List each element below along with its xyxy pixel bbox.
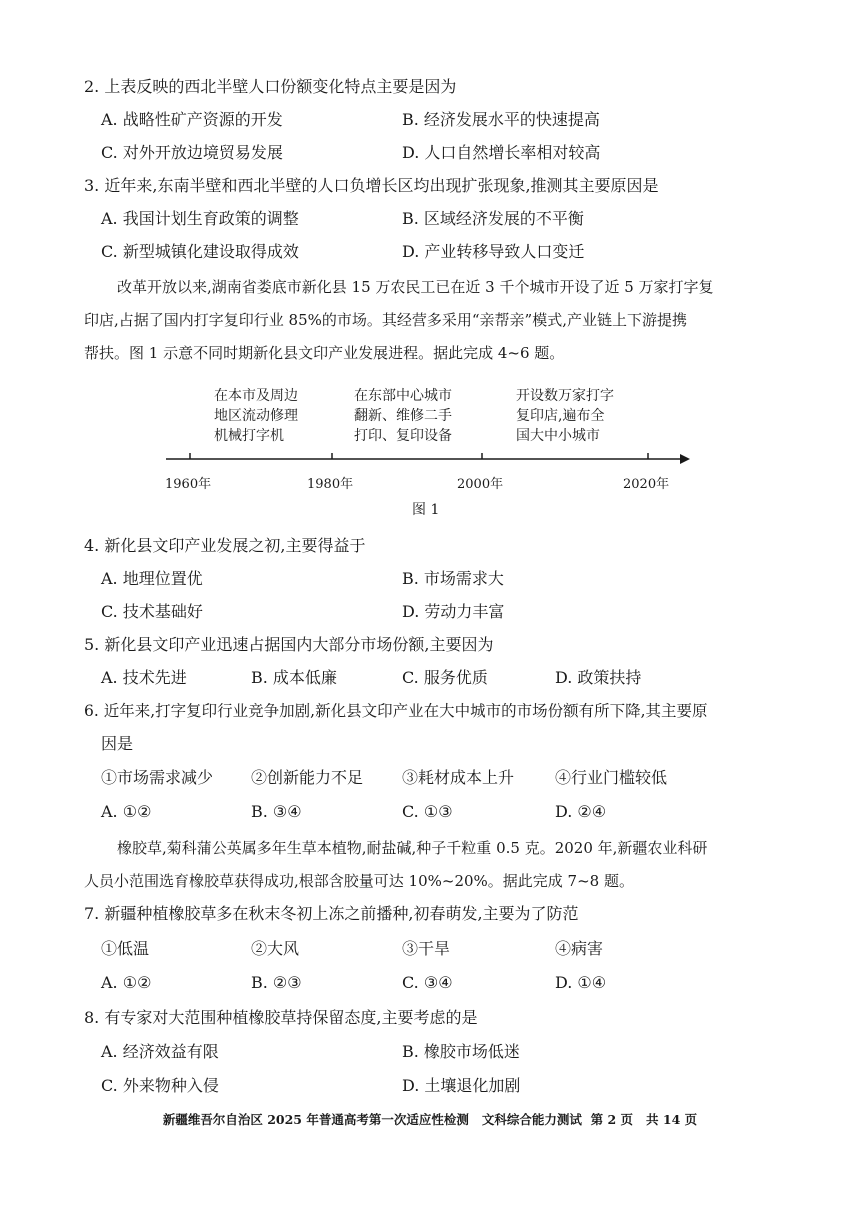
q7-item-4: ④病害 [555, 939, 604, 958]
q3-option-a[interactable]: A. 我国计划生育政策的调整 [101, 209, 299, 228]
passage1-line1: 改革开放以来,湖南省娄底市新化县 15 万农民工已在近 3 千个城市开设了近 5 万家打字复 [117, 278, 714, 296]
q7-option-a[interactable]: A. ①② [101, 973, 152, 992]
q7-item-1: ①低温 [101, 939, 150, 958]
q8-option-b[interactable]: B. 橡胶市场低迷 [402, 1042, 520, 1061]
timeline-event-2-line2: 翻新、维修二手 [354, 408, 452, 424]
q8-option-c[interactable]: C. 外来物种入侵 [101, 1076, 219, 1095]
q2-stem: 2. 上表反映的西北半壁人口份额变化特点主要是因为 [84, 77, 457, 96]
timeline-axis [160, 445, 700, 475]
q5-option-d[interactable]: D. 政策扶持 [555, 668, 642, 687]
q5-option-b[interactable]: B. 成本低廉 [251, 668, 337, 687]
q2-option-c[interactable]: C. 对外开放边境贸易发展 [101, 143, 283, 162]
q4-stem: 4. 新化县文印产业发展之初,主要得益于 [84, 536, 366, 555]
q2-option-a[interactable]: A. 战略性矿产资源的开发 [101, 110, 283, 129]
q6-option-d[interactable]: D. ②④ [555, 802, 607, 821]
q7-item-3: ③干旱 [402, 939, 451, 958]
q6-option-c[interactable]: C. ①③ [402, 802, 453, 821]
q2-option-d[interactable]: D. 人口自然增长率相对较高 [402, 143, 601, 162]
q6-item-1: ①市场需求减少 [101, 768, 214, 787]
tick-label-1960: 1960年 [165, 477, 212, 492]
passage1-line3: 帮扶。图 1 示意不同时期新化县文印产业发展进程。据此完成 4~6 题。 [84, 344, 565, 362]
q3-option-c[interactable]: C. 新型城镇化建设取得成效 [101, 242, 299, 261]
q6-option-b[interactable]: B. ③④ [251, 802, 302, 821]
timeline-event-3-line1: 开设数万家打字 [516, 388, 614, 404]
q8-stem: 8. 有专家对大范围种植橡胶草持保留态度,主要考虑的是 [84, 1008, 478, 1027]
q6-option-a[interactable]: A. ①② [101, 802, 152, 821]
q4-option-c[interactable]: C. 技术基础好 [101, 602, 203, 621]
passage2-line1: 橡胶草,菊科蒲公英属多年生草本植物,耐盐碱,种子千粒重 0.5 克。2020 年,新疆农业科研 [117, 839, 708, 857]
tick-label-2020: 2020年 [623, 477, 670, 492]
timeline-event-3-line2: 复印店,遍布全 [516, 408, 605, 424]
q6-stem-line1: 6. 近年来,打字复印行业竞争加剧,新化县文印产业在大中城市的市场份额有所下降,其主要原 [84, 702, 708, 720]
q7-option-d[interactable]: D. ①④ [555, 973, 607, 992]
q6-item-2: ②创新能力不足 [251, 768, 364, 787]
passage2-line2: 人员小范围选育橡胶草获得成功,根部含胶量可达 10%~20%。据此完成 7~8 题。 [84, 872, 634, 890]
q5-option-a[interactable]: A. 技术先进 [101, 668, 187, 687]
timeline-arrow-icon [680, 454, 690, 464]
q4-option-d[interactable]: D. 劳动力丰富 [402, 602, 505, 621]
q8-option-d[interactable]: D. 土壤退化加剧 [402, 1076, 521, 1095]
q3-option-b[interactable]: B. 区域经济发展的不平衡 [402, 209, 584, 228]
q6-item-4: ④行业门槛较低 [555, 768, 668, 787]
page-footer: 新疆维吾尔自治区 2025 年普通高考第一次适应性检测 文科综合能力测试 第 2 页 共 14 页 [162, 1112, 698, 1127]
q8-option-a[interactable]: A. 经济效益有限 [101, 1042, 219, 1061]
q5-option-c[interactable]: C. 服务优质 [402, 668, 488, 687]
tick-label-2000: 2000年 [457, 477, 504, 492]
timeline-event-2-line1: 在东部中心城市 [354, 388, 452, 404]
q2-option-b[interactable]: B. 经济发展水平的快速提高 [402, 110, 600, 129]
figure-caption: 图 1 [412, 502, 440, 518]
q6-item-3: ③耗材成本上升 [402, 768, 515, 787]
timeline-event-1-line2: 地区流动修理 [214, 408, 298, 424]
timeline-event-3-line3: 国大中小城市 [516, 428, 600, 444]
q5-stem: 5. 新化县文印产业迅速占据国内大部分市场份额,主要因为 [84, 635, 494, 654]
q4-option-a[interactable]: A. 地理位置优 [101, 569, 203, 588]
timeline-event-1-line1: 在本市及周边 [214, 388, 298, 404]
timeline-event-2-line3: 打印、复印设备 [354, 428, 452, 444]
q7-item-2: ②大风 [251, 939, 300, 958]
q4-option-b[interactable]: B. 市场需求大 [402, 569, 504, 588]
tick-label-1980: 1980年 [307, 477, 354, 492]
q7-option-b[interactable]: B. ②③ [251, 973, 302, 992]
q7-stem: 7. 新疆种植橡胶草多在秋末冬初上冻之前播种,初春萌发,主要为了防范 [84, 904, 579, 923]
q6-stem-line2: 因是 [101, 734, 134, 753]
timeline-event-1-line3: 机械打字机 [214, 428, 284, 444]
q7-option-c[interactable]: C. ③④ [402, 973, 453, 992]
q3-stem: 3. 近年来,东南半壁和西北半壁的人口负增长区均出现扩张现象,推测其主要原因是 [84, 176, 659, 195]
passage1-line2: 印店,占据了国内打字复印行业 85%的市场。其经营多采用“亲帮亲”模式,产业链上下游提携 [84, 311, 687, 329]
q3-option-d[interactable]: D. 产业转移导致人口变迁 [402, 242, 585, 261]
